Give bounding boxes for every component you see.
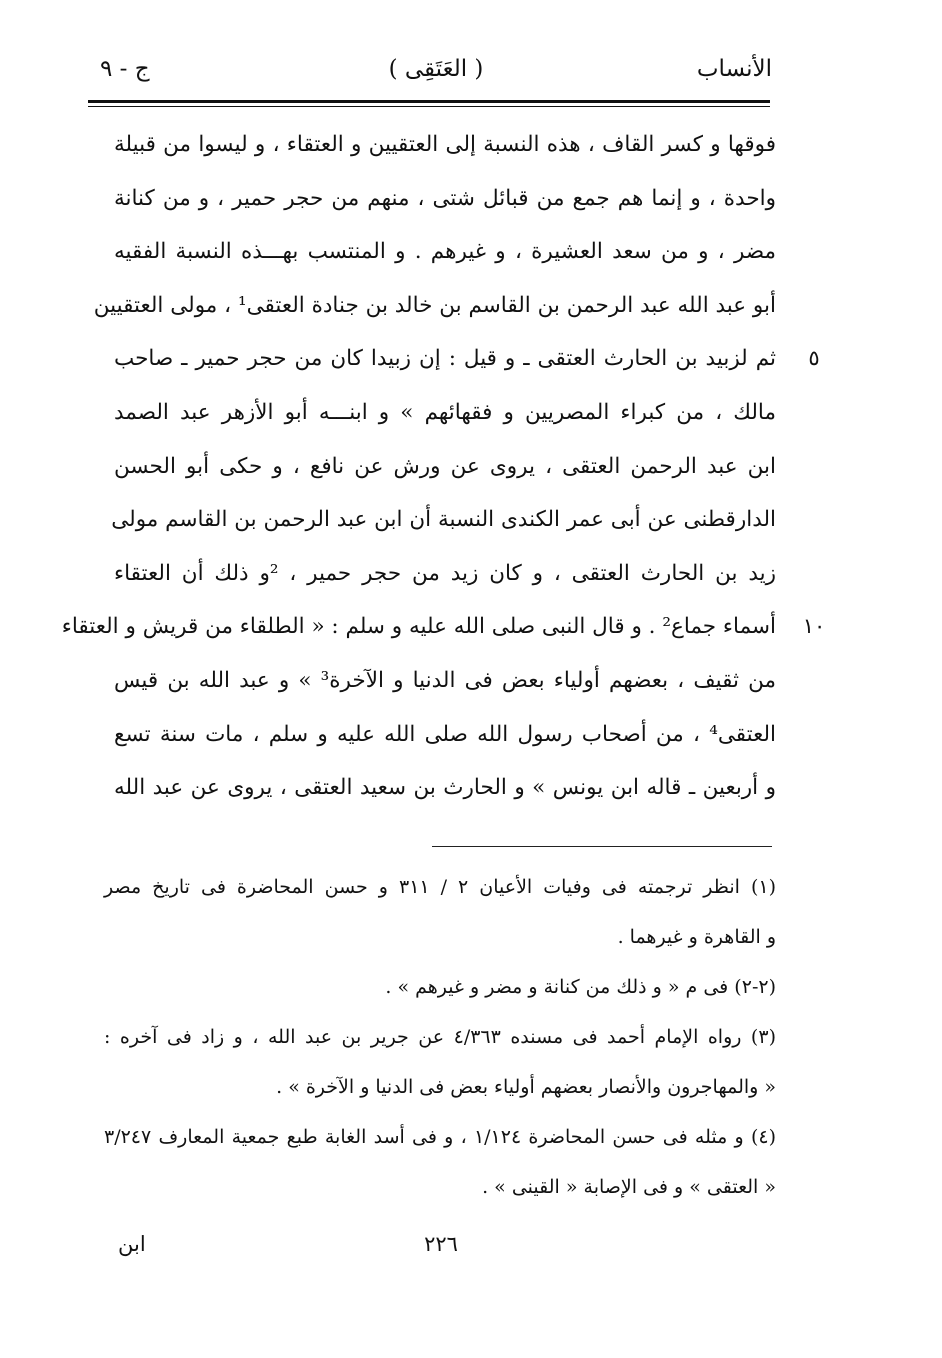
text-line: الدارقطنى عن أبى عمر الكندى النسبة أن ابن عبد الرحمن بن القاسم مولى: [111, 507, 776, 533]
main-text: [61, 118, 777, 815]
text-line: مضر ، و من سعد العشيرة ، و غيرهم . و المنتسب بهـــذه النسبة الفقيه: [114, 239, 776, 265]
footnote-line: (٣) رواه الإمام أحمد فى مسنده ٤/٣٦٣ عن جرير بن عبد الله ، و زاد فى آخره :: [104, 1026, 776, 1048]
footnote-line: (٢-٢) فى م « و ذلك من كنانة و مضر و غيرهم » .: [385, 976, 776, 998]
header-rule-thick: [88, 100, 770, 103]
text-line: أسماء جماع² . و قال النبى صلى الله عليه و سلم : « الطلقاء من قريش و العتقاء: [61, 614, 776, 640]
text-line: مالك ، من كبراء المصريين و فقهائهم » و ابنـــه أبو الأزهر عبد الصمد: [114, 399, 776, 425]
text-line: واحدة ، و إنما هم جمع من قبائل شتى ، منهم من حجر حمير ، و من كنانة: [114, 185, 776, 211]
catchword: ابن: [118, 1232, 146, 1256]
footnote-line: و القاهرة و غيرهما .: [617, 926, 776, 948]
line-number-5: ٥: [808, 346, 820, 370]
text-line: و أربعين ـ قاله ابن يونس » و الحارث بن سعيد العتقى ، يروى عن عبد الله: [114, 775, 776, 801]
book-title: الأنساب: [696, 56, 772, 82]
text-line: أبو عبد الله عبد الرحمن بن القاسم بن خالد بن جنادة العتقى¹ ، مولى العتقيين: [93, 292, 776, 318]
text-line: العتقى⁴ ، من أصحاب رسول الله صلى الله عليه و سلم ، مات سنة تسع: [114, 721, 776, 747]
line-number-10: ١٠: [802, 614, 826, 638]
header-rule-thin: [88, 106, 770, 107]
footnotes: [104, 862, 776, 1212]
text-line: ابن عبد الرحمن العتقى ، يروى عن ورش عن نافع ، و حكى أبو الحسن: [114, 453, 776, 479]
text-line: زيد بن الحارث العتقى ، و كان زيد من حجر حمير ، ²و ذلك أن العتقاء: [114, 560, 776, 586]
footnote-line: « والمهاجرون والأنصار بعضهم أولياء بعض فى الدنيا و الآخرة » .: [276, 1076, 776, 1098]
footnote-separator: [432, 846, 772, 847]
section-title: ( العَتَقِى ): [388, 56, 484, 82]
footnote-line: « العتقى » و فى الإصابة « القينى » .: [482, 1176, 776, 1198]
text-line: ثم لزبيد بن الحارث العتقى ـ و قيل : إن زبيدا كان من حجر حمير ـ صاحب: [114, 346, 776, 372]
running-header: [100, 52, 772, 96]
text-line: فوقها و كسر القاف ، هذه النسبة إلى العتقيين و العتقاء ، و ليسوا من قبيلة: [114, 132, 776, 157]
volume-number: ج - ٩: [100, 56, 150, 82]
page-number: ٢٢٦: [424, 1232, 458, 1256]
text-line: من ثقيف ، بعضهم أولياء بعض فى الدنيا و الآخرة³ » و عبد الله بن قيس: [114, 667, 777, 693]
footnote-line: (١) انظر ترجمته فى وفيات الأعيان ٢ / ٣١١ و حسن المحاضرة فى تاريخ مصر: [104, 876, 776, 898]
footnote-line: (٤) و مثله فى حسن المحاضرة ١/١٢٤ ، و فى أسد الغابة طبع جمعية المعارف ٣/٢٤٧: [104, 1126, 776, 1148]
